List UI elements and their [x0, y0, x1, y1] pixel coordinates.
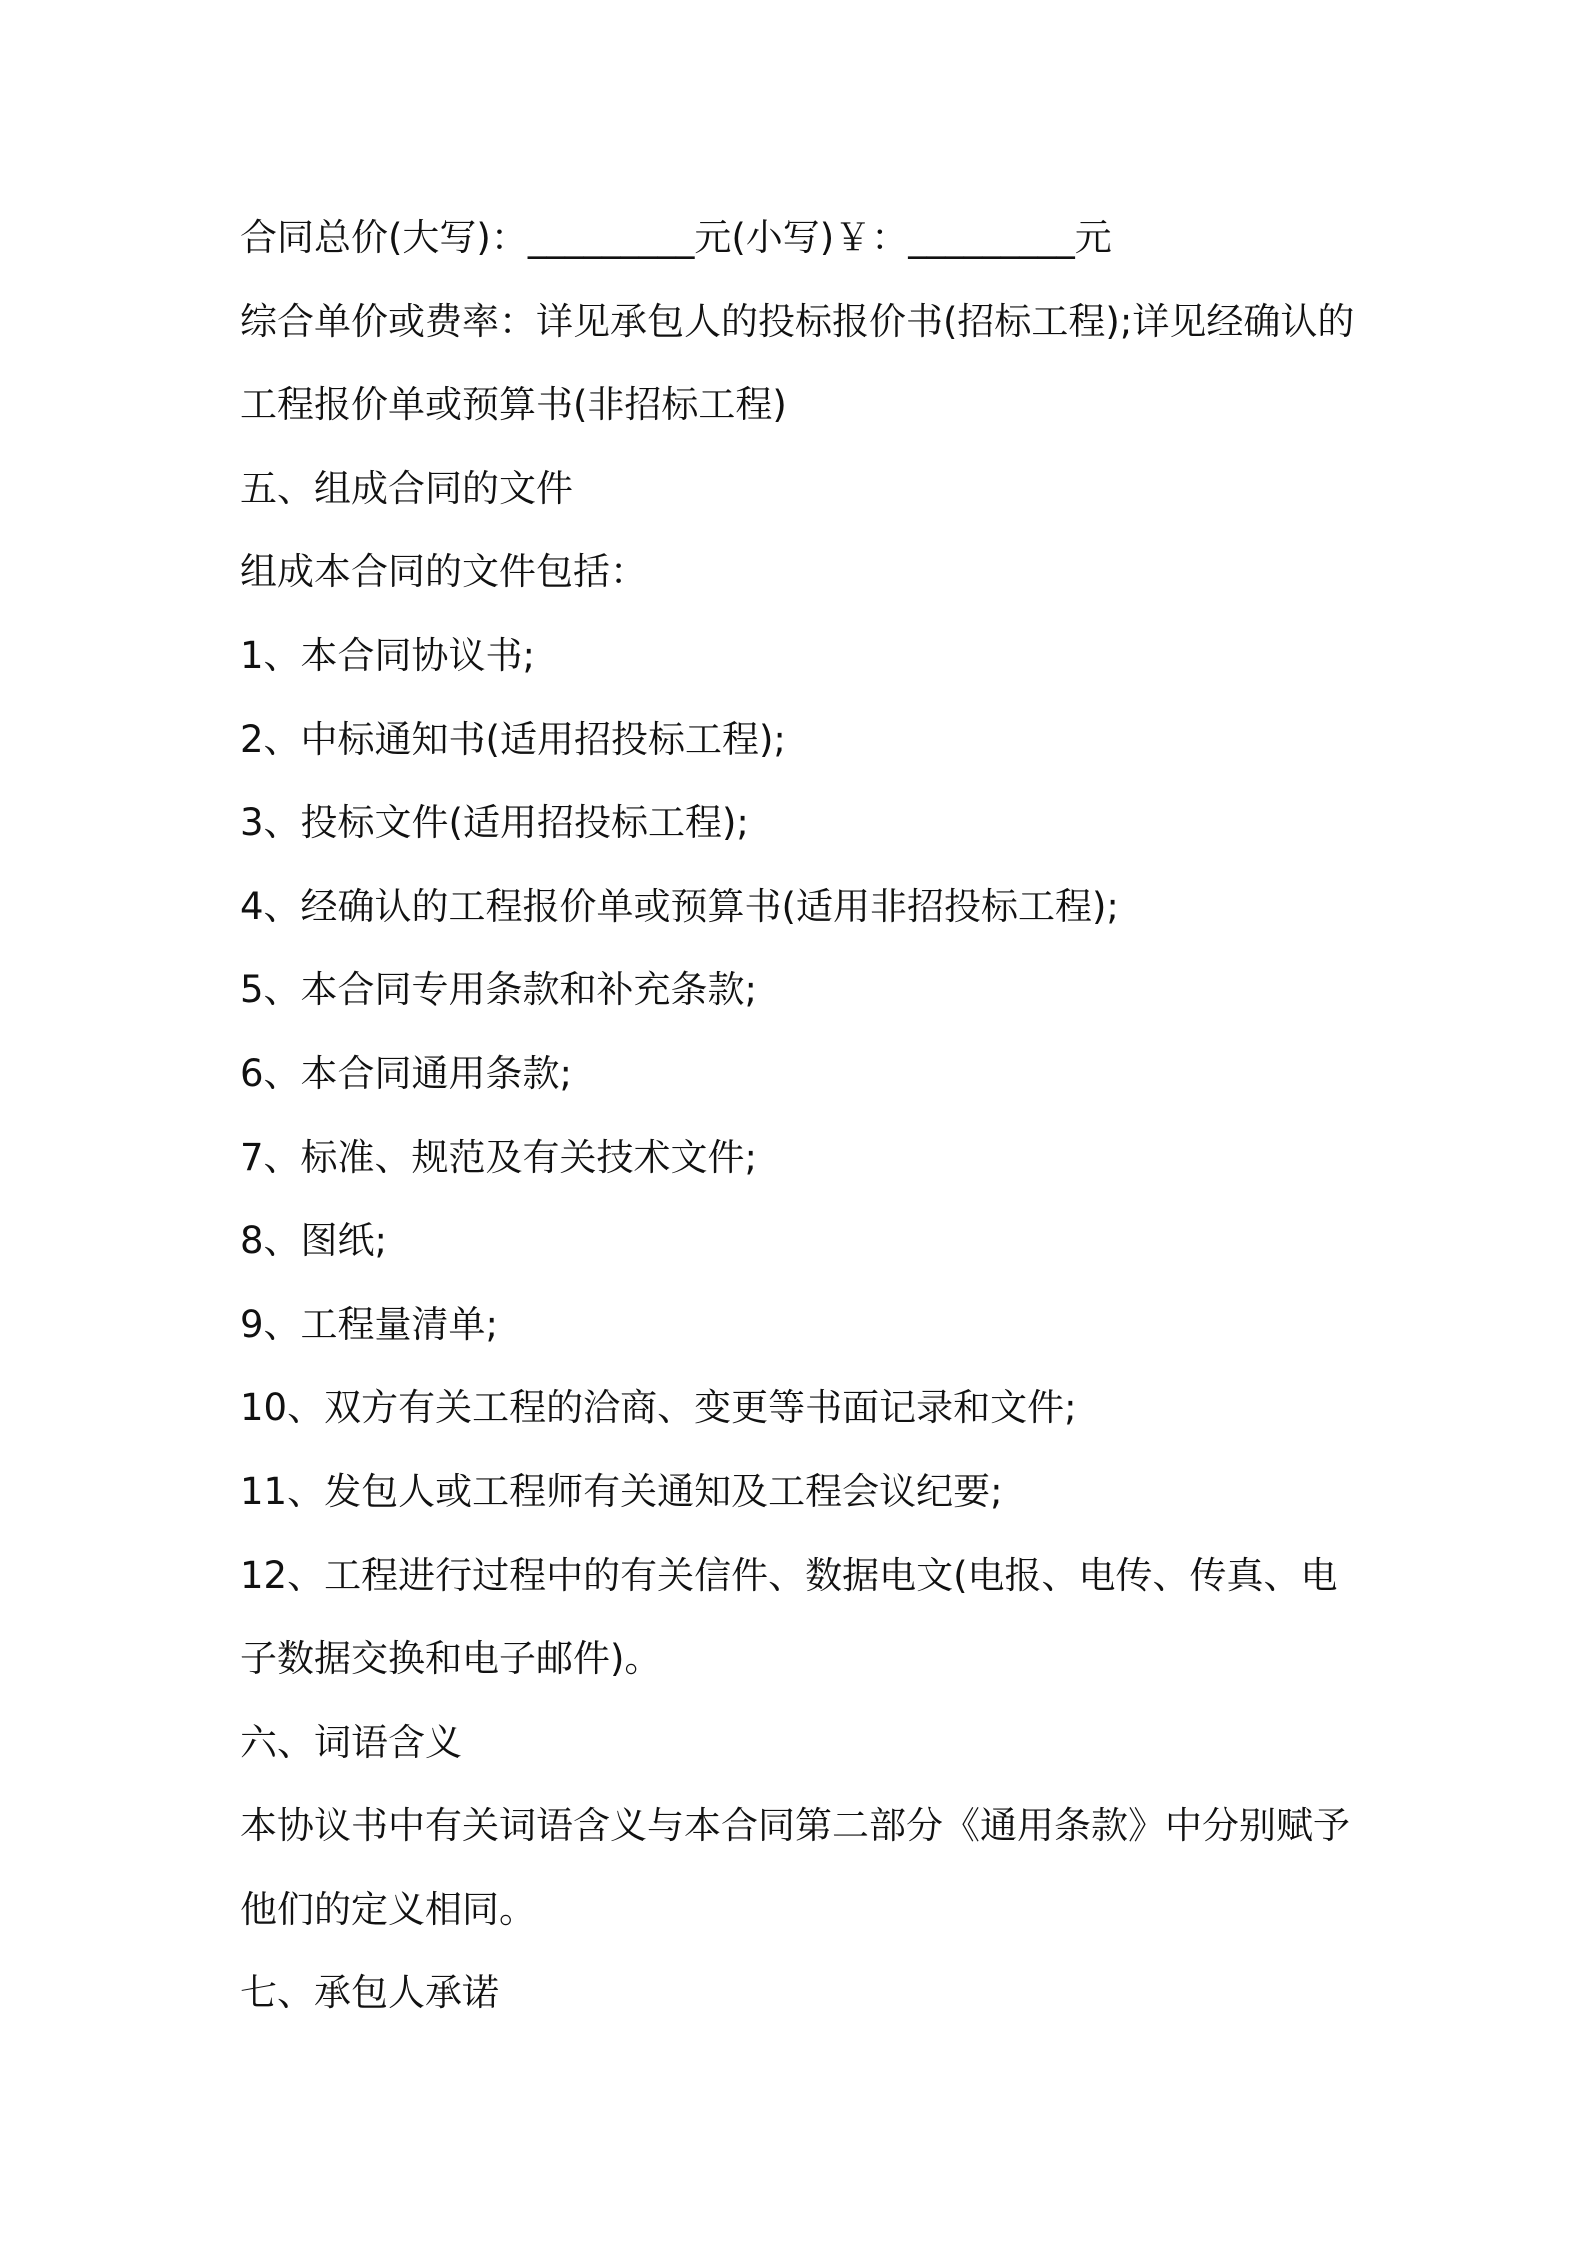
- list-item: 2、中标通知书(适用招投标工程);: [240, 717, 786, 761]
- contract-total-price-line: 合同总价(大写)：_________元(小写)￥：_________元: [240, 216, 1112, 259]
- list-item: 12、工程进行过程中的有关信件、数据电文(电报、电传、传真、电: [240, 1553, 1338, 1597]
- list-item-continued: 子数据交换和电子邮件)。: [240, 1637, 662, 1681]
- list-item: 10、双方有关工程的洽商、变更等书面记录和文件;: [240, 1386, 1077, 1430]
- documents-intro: 组成本合同的文件包括：: [240, 550, 647, 594]
- section-heading-terms: 六、词语含义: [240, 1720, 462, 1764]
- document-body: [240, 196, 1360, 2035]
- unit-price-line: 综合单价或费率：详见承包人的投标报价书(招标工程);详见经确认的: [240, 299, 1355, 343]
- list-item: 8、图纸;: [240, 1219, 388, 1263]
- list-item: 7、标准、规范及有关技术文件;: [240, 1135, 758, 1179]
- list-item: 9、工程量清单;: [240, 1302, 499, 1346]
- list-item: 5、本合同专用条款和补充条款;: [240, 968, 758, 1012]
- terms-paragraph: 本协议书中有关词语含义与本合同第二部分《通用条款》中分别赋予: [240, 1804, 1350, 1848]
- section-heading-contractor-commitment: 七、承包人承诺: [240, 1971, 499, 2015]
- list-item: 6、本合同通用条款;: [240, 1051, 573, 1095]
- list-item: 4、经确认的工程报价单或预算书(适用非招投标工程);: [240, 884, 1119, 928]
- unit-price-line-continued: 工程报价单或预算书(非招标工程): [240, 383, 787, 427]
- section-heading-contract-documents: 五、组成合同的文件: [240, 466, 573, 510]
- list-item: 1、本合同协议书;: [240, 633, 536, 677]
- list-item: 11、发包人或工程师有关通知及工程会议纪要;: [240, 1469, 1003, 1513]
- list-item: 3、投标文件(适用招投标工程);: [240, 801, 749, 845]
- terms-paragraph-continued: 他们的定义相同。: [240, 1887, 536, 1931]
